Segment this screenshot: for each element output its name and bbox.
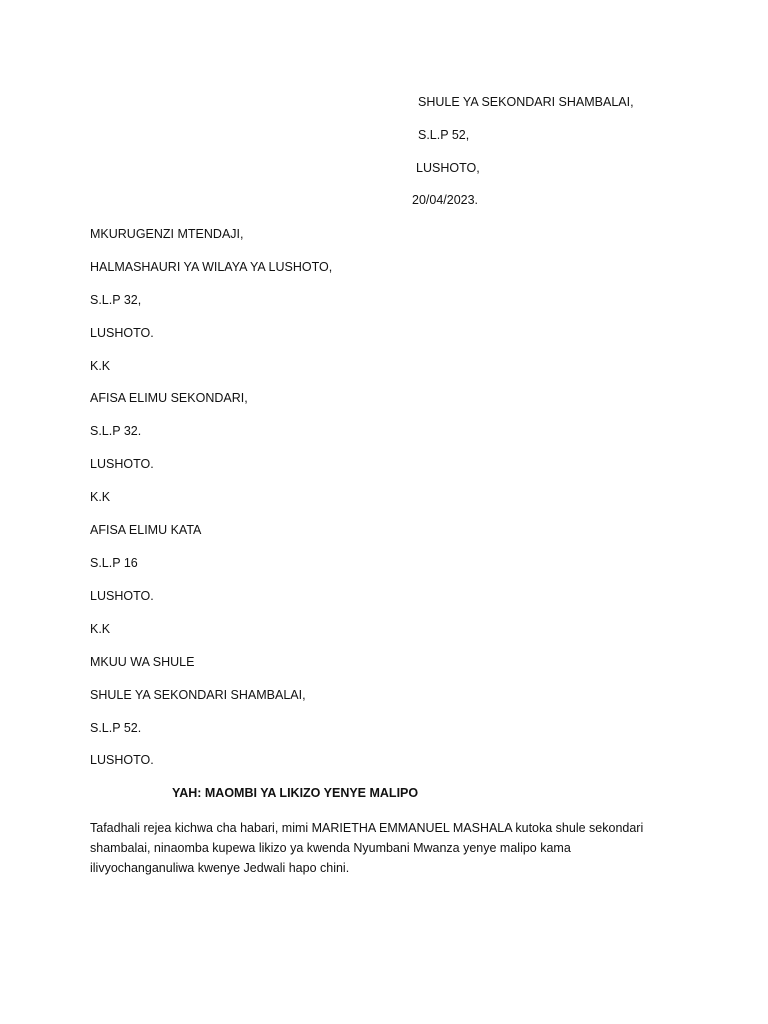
recipient-line: K.K	[90, 490, 111, 504]
recipient-line: MKURUGENZI MTENDAJI,	[90, 227, 244, 241]
recipient-line: LUSHOTO.	[90, 753, 154, 767]
letter-subject: YAH: MAOMBI YA LIKIZO YENYE MALIPO	[172, 786, 419, 800]
letter-body: Tafadhali rejea kichwa cha habari, mimi MARIETHA EMMANUEL MASHALA kutoka shule sekondari shambalai, ninaomba kupewa likizo ya kwenda Nyumbani Mwanza yenye malipo kama ilivyochanganuliwa kwenye Jedwali hapo chini.	[90, 821, 644, 875]
recipient-line: AFISA ELIMU SEKONDARI,	[90, 391, 248, 405]
recipient-line: SHULE YA SEKONDARI SHAMBALAI,	[90, 688, 306, 702]
recipient-line: MKUU WA SHULE	[90, 655, 195, 669]
recipient-line: LUSHOTO.	[90, 589, 154, 603]
sender-school: SHULE YA SEKONDARI SHAMBALAI,	[418, 95, 634, 109]
recipient-line: HALMASHAURI YA WILAYA YA LUSHOTO,	[90, 260, 333, 274]
sender-town: LUSHOTO,	[416, 161, 480, 175]
recipient-line: K.K	[90, 622, 111, 636]
recipient-line: AFISA ELIMU KATA	[90, 523, 202, 537]
recipient-line: S.L.P 32,	[90, 293, 142, 307]
recipient-line: K.K	[90, 359, 111, 373]
recipient-line: S.L.P 16	[90, 556, 138, 570]
sender-box: S.L.P 52,	[418, 128, 470, 142]
recipient-line: S.L.P 32.	[90, 424, 142, 438]
recipient-line: LUSHOTO.	[90, 326, 154, 340]
recipient-line: S.L.P 52.	[90, 721, 142, 735]
letter-date: 20/04/2023.	[412, 193, 479, 207]
recipient-line: LUSHOTO.	[90, 457, 154, 471]
